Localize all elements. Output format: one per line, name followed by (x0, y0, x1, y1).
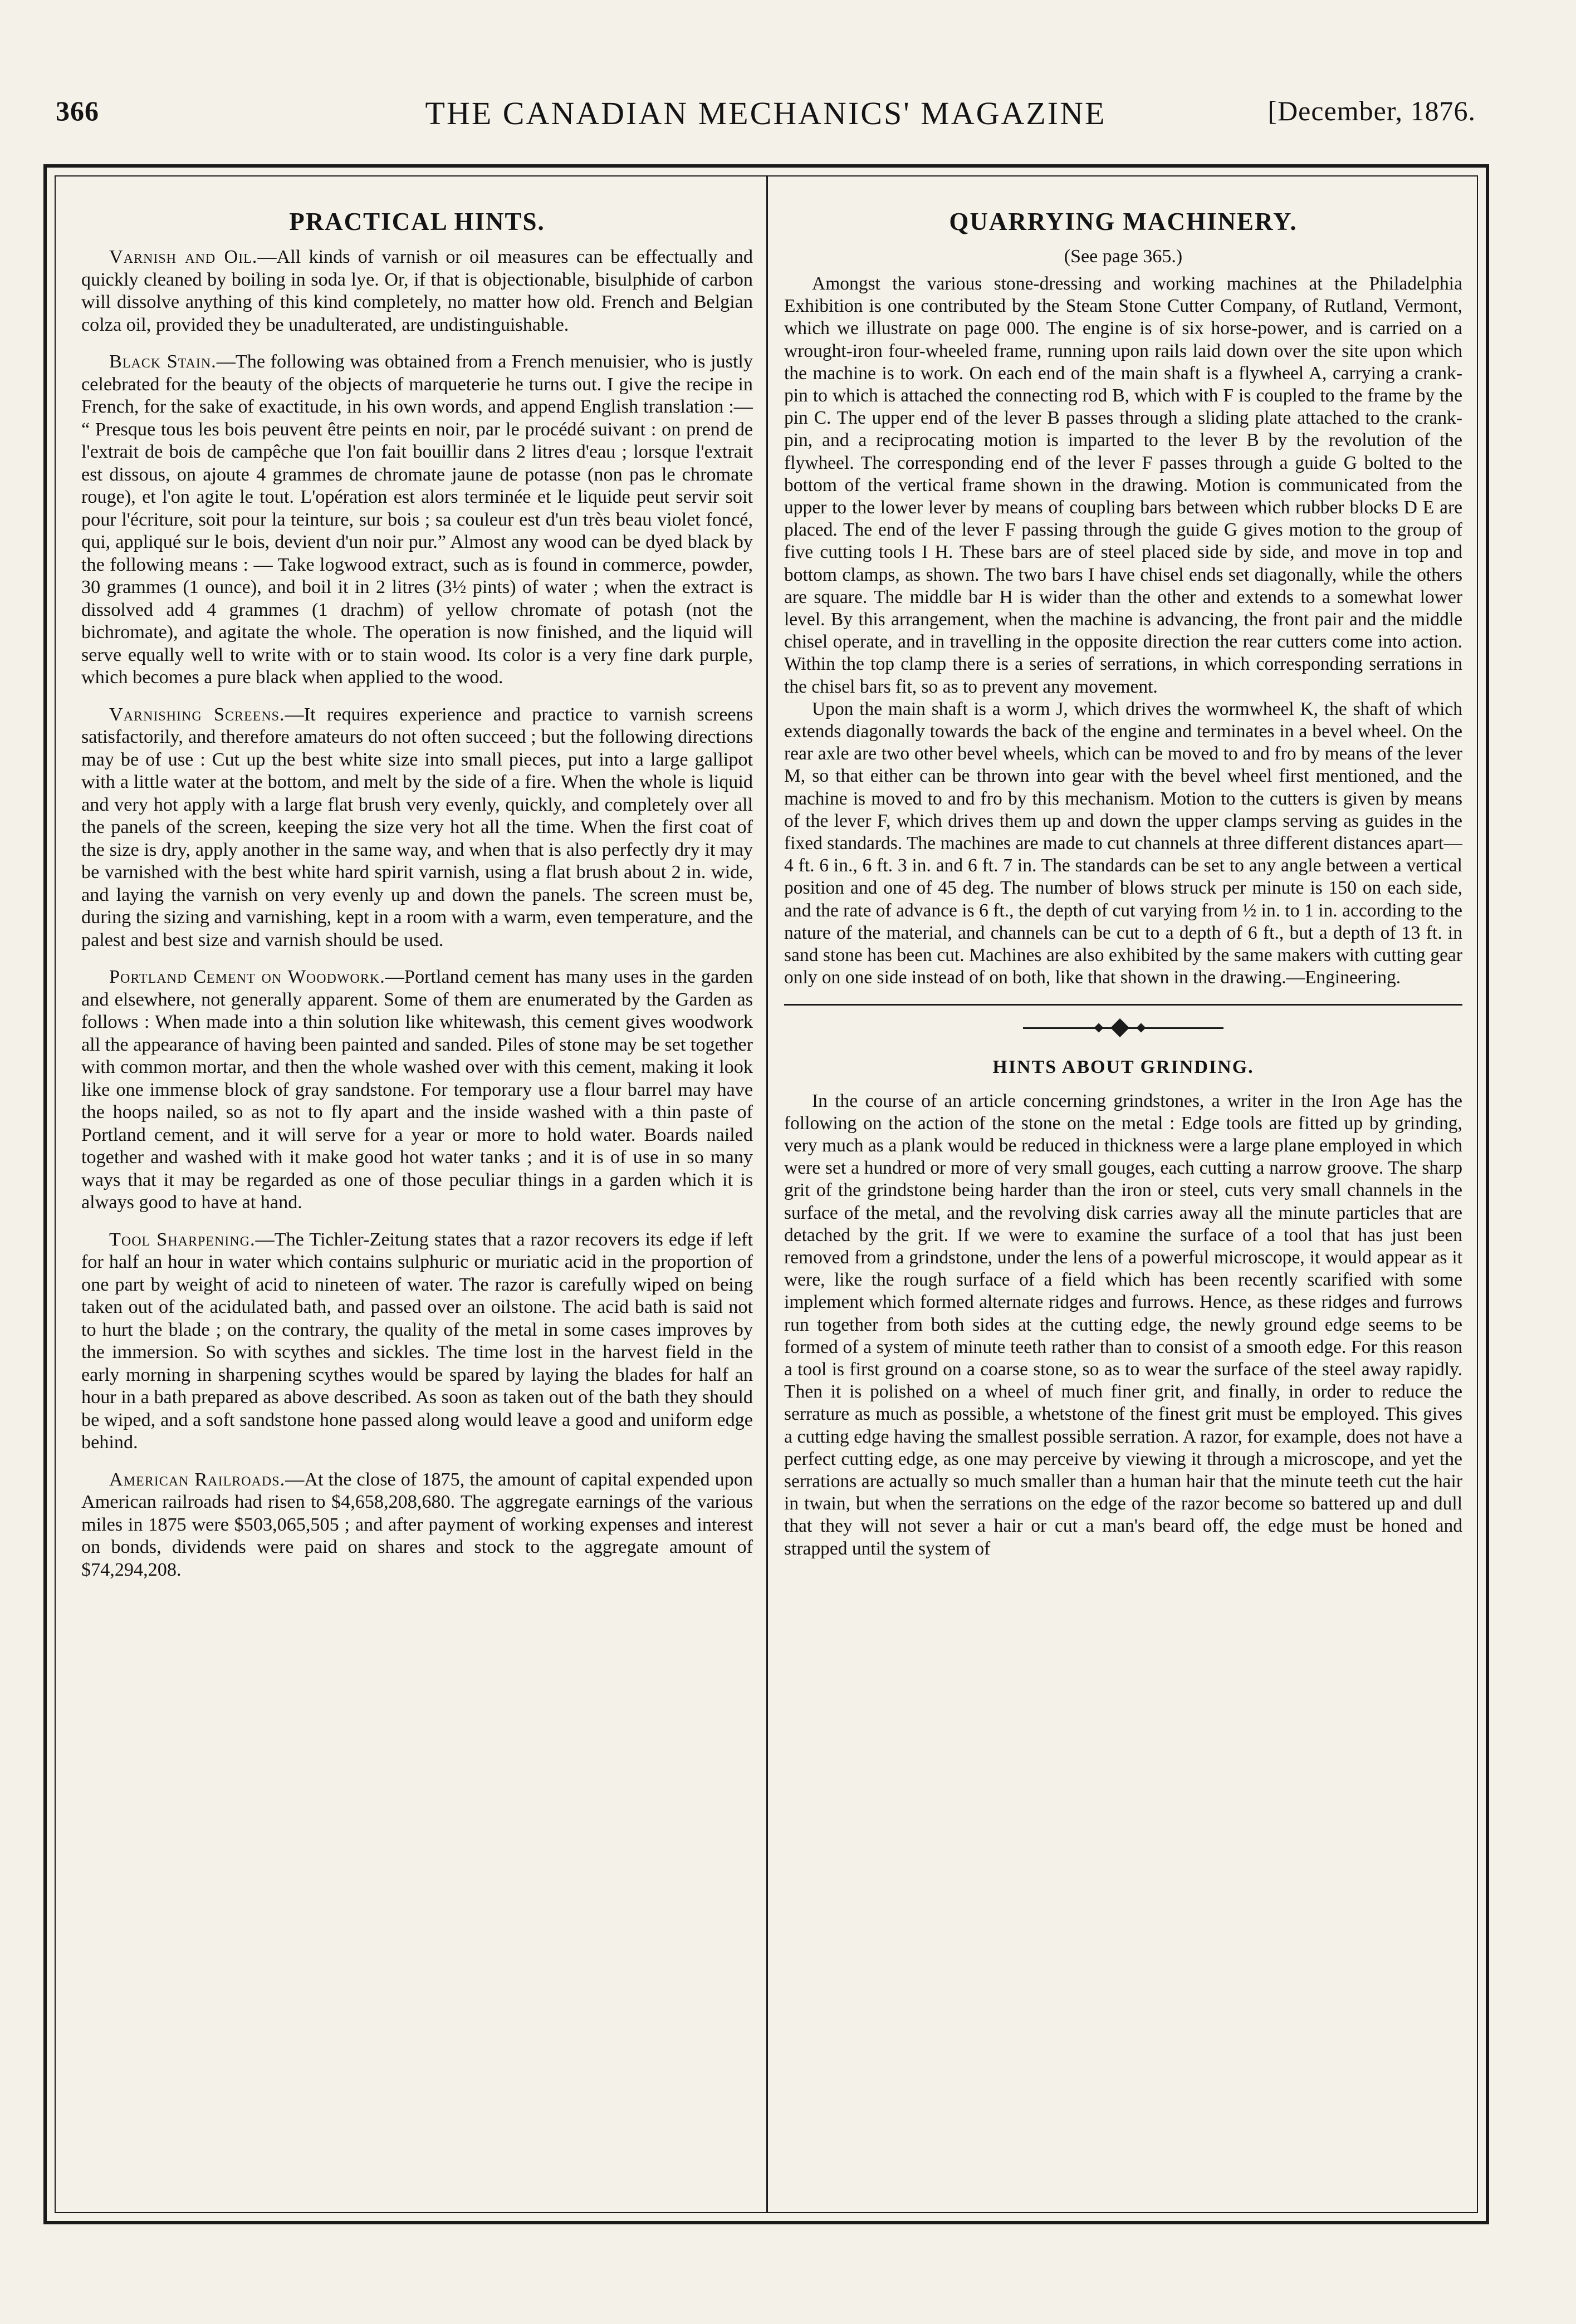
section-lead: American Railroads. (109, 1469, 286, 1490)
ornament-diamond (1110, 1018, 1129, 1037)
article-american-railroads (81, 1469, 753, 1582)
see-page-note: (See page 365.) (1064, 246, 1183, 267)
ornament-divider (1023, 1021, 1223, 1034)
quarrying-paragraph: Amongst the various stone-dressing and working machines at the Philadelphia Exhibition is one contributed by the Steam Stone Cutter Company, of Rutland, Vermont, which we illustrate on page 000. The engine is of six horse-power, and is carried on a wrought-iron four-wheeled frame, running upon rails laid down over the site upon which the machine is to work. On each end of the main shaft is a flywheel A, carrying a crank-pin to which is attached the connecting rod B, which with F is coupled to the frame by the pin C. The upper end of the lever B passes through a sliding plate attached to the crank-pin, and a reciprocating motion is imparted to the lever B by the revolution of the flywheel. The corresponding end of the lever F passes through a guide G bolted to the bottom of the vertical frame shown in the drawing. Motion is communicated from the upper to the lower lever by means of coupling bars between which rubber blocks D E are placed. The end of the lever F passing through the guide G gives motion to the group of five cutting tools I H. These bars are of steel placed side by side, and move in top and bottom clamps, as shown. The two bars I have chisel ends set diagonally, while the others are square. The middle bar H is wider than the other and extends to a somewhat lower level. By this arrangement, when the machine is advancing, the front pair and the middle chisel operate, and in travelling in the opposite direction the rear cutters come into action. Within the top clamp there is a series of serrations, in which corresponding serrations in the chisel bars fit, so as to prevent any movement. (784, 273, 1462, 697)
right-column (784, 207, 1462, 2195)
page-number: 366 (56, 95, 99, 126)
practical-hints-heading: PRACTICAL HINTS. (289, 208, 545, 236)
column-rule (766, 176, 768, 2212)
running-head (56, 95, 1476, 139)
section-lead: Varnish and Oil. (109, 247, 258, 267)
section-lead: Black Stain. (109, 351, 217, 372)
section-body: —All kinds of varnish or oil measures can be effectually and quickly cleaned by boiling in soda lye. Or, if that is objectionable, bisulphide of carbon will dissolve anything of this kind completely, no matter how old. French and Belgian colza oil, provided they be unadulterated, are undistinguishable. (81, 247, 753, 335)
grinding-paragraph: In the course of an article concerning grindstones, a writer in the Iron Age has the following on the action of the stone on the metal : Edge tools are fitted up by grinding, very much as a plank would be reduced in thickness were a large plane employed in which were set a hundred or more of very small gouges, each cutting a narrow groove. The sharp grit of the grindstone being harder than the iron or steel, cuts very small channels in the surface of the metal, and the revolving disk carries away all the minute particles that are detached by the grit. If we were to examine the surface of a tool that has just been removed from a grindstone, under the lens of a powerful microscope, it would appear as it were, like the rough surface of a field which has been recently scarified with some implement which formed alternate ridges and furrows. Hence, as these ridges and furrows run together from both sides at the cutting edge, the newly ground edge seems to be formed of a system of minute teeth rather than to consist of a smooth edge. For this reason a tool is first ground on a coarse stone, so as to wear the surface of the steel away rapidly. Then it is polished on a wheel of much finer grit, and finally, in order to reduce the serrature as much as possible, a whetstone of the finest grit must be employed. This gives a cutting edge having the smallest possible serration. A razor, for example, does not have a perfect cutting edge, as one may perceive by viewing it through a microscope, and yet the serrations are actually so much smaller than a human hair that the minute teeth cut the hair in twain, but when the serrations on the edge of the razor become so battered up and dull that they will not sever a hair or cut a man's beard off, the edge must be honed and strapped until the system of (784, 1090, 1462, 1559)
ornament-dot (1094, 1023, 1104, 1032)
quarrying-machinery-heading: QUARRYING MACHINERY. (949, 208, 1298, 236)
article-varnishing-screens (81, 704, 753, 952)
section-body: —The following was obtained from a French menuisier, who is justly celebrated for the beauty of the objects of marqueterie he turns out. I give the recipe in French, for the sake of exactitude, in his own words, and append English translation :— “ Presque tous les bois peuvent être peints en noir, par le procédé suivant : on prend de l'extrait de bois de campêche que l'on fait bouillir dans 2 litres d'eau ; lorsque l'extrait est dissous, on ajoute 4 grammes de chromate jaune de potasse (non pas le chromate rouge), et l'on agite le tout. L'opération est alors terminée et le liquide peut servir soit pour l'écriture, soit pour la teinture, sur bois ; sa couleur est d'un très beau violet foncé, qui, appliqué sur le bois, devient d'un noir pur.” Almost any wood can be dyed black by the following means : — Take logwood extract, such as is found in commerce, powder, 30 grammes (1 ounce), and boil it in 2 litres (3½ pints) of water ; when the extract is dissolved add 4 grammes (1 drachm) of yellow chromate of potash (not the bichromate), and agitate the whole. The operation is now finished, and the liquid will serve equally well to write with or to stain wood. Its color is a very fine dark purple, which becomes a pure black when applied to the wood. (81, 351, 753, 688)
quarrying-paragraph: Upon the main shaft is a worm J, which drives the wormwheel K, the shaft of which extends diagonally towards the back of the engine and terminates in a bevel wheel. On the rear axle are two other bevel wheels, which can be moved to and fro by means of the lever M, so that either can be thrown into gear with the bevel wheel first mentioned, and the machine is moved to and fro by this mechanism. Motion to the cutters is given by means of the lever F, which drives them up and down the upper clamps serving as guides in the fixed standards. The machines are made to cut channels at three different distances apart—4 ft. 6 in., 6 ft. 3 in. and 6 ft. 7 in. The standards can be set to any angle between a vertical position and one of 45 deg. The number of blows struck per minute is 150 on each side, and the rate of advance is 6 ft., the depth of cut varying from ½ in. to 1 in. according to the nature of the material, and channels can be cut to a depth of 6 ft., but a depth of 13 ft. in sand stone has been cut. Machines are also exhibited by the same makers with cutting gear only on one side instead of on both, like that shown in the drawing.—Engineering. (784, 698, 1462, 988)
article-varnish-and-oil (81, 246, 753, 336)
section-body: —It requires experience and practice to varnish screens satisfactorily, and therefore amateurs do not often succeed ; but the following directions may be of use : Cut up the best white size into small pieces, put into a large gallipot with a little water at the bottom, and melt by the side of a fire. When the whole is liquid and very hot apply with a large flat brush very evenly, quickly, and completely over all the panels of the screen, keeping the size very hot all the time. When the first coat of the size is dry, apply another in the same way, and when that is also perfectly dry it may be varnished with the best white hard spirit varnish, using a flat brush about 2 in. wide, and laying the varnish on very evenly up and down the panels. The screen must be, during the sizing and varnishing, kept in a room with a warm, even temperature, and the palest and best size and varnish should be used. (81, 704, 753, 950)
section-body: —The Tichler-Zeitung states that a razor recovers its edge if left for half an hour in water which contains sulphuric or muriatic acid in the proportion of one part by weight of acid to nineteen of water. The razor is carefully wiped on being taken out of the acidulated bath, and passed over an oilstone. The acid bath is said not to hurt the blade ; on the contrary, the quality of the metal in some cases improves by the immersion. So with scythes and sickles. The time lost in the harvest field in the early morning in sharpening scythes would be spared by laying the blades for half an hour in a bath prepared as above described. As soon as taken out of the bath they should be wiped, and a soft sandstone hone passed along would leave a good and uniform edge behind. (81, 1229, 753, 1453)
ornament-dot (1137, 1023, 1146, 1032)
article-tool-sharpening (81, 1229, 753, 1454)
page-frame-inner (55, 175, 1478, 2213)
section-lead: Varnishing Screens. (109, 704, 285, 725)
left-column (81, 207, 753, 2195)
section-divider-rule (784, 1004, 1462, 1006)
section-lead: Portland Cement on Woodwork. (109, 967, 385, 987)
section-lead: Tool Sharpening. (109, 1229, 256, 1250)
section-body: —Portland cement has many uses in the garden and elsewhere, not generally apparent. Some of them are enumerated by the Garden as follows : When made into a thin solution like whitewash, this cement gives woodwork all the appearance of having been painted and sanded. Piles of stone may be set together with common mortar, and then the whole washed over with this cement, making it look like one immense block of gray sandstone. For temporary use a flour barrel may have the hoops nailed, so as not to fly apart and the inside washed with a thin paste of Portland cement, and it will serve for a year or more to hold water. Boards nailed together and washed with it make good hot water tanks ; and it is of use in so many ways that it may be regarded as one of those peculiar things in a garden which it is always good to have at hand. (81, 967, 753, 1213)
article-portland-cement (81, 966, 753, 1214)
page-frame (43, 164, 1489, 2224)
magazine-title: THE CANADIAN MECHANICS' MAGAZINE (425, 95, 1107, 131)
section-body: —At the close of 1875, the amount of capital expended upon American railroads had risen to $4,658,208,680. The aggregate earnings of the various miles in 1875 were $503,065,505 ; and after payment of working expenses and interest on bonds, dividends were paid on shares and stock to the aggregate amount of $74,294,208. (81, 1469, 753, 1580)
article-black-stain (81, 351, 753, 689)
issue-date: [December, 1876. (1267, 95, 1476, 126)
hints-about-grinding-heading: HINTS ABOUT GRINDING. (992, 1056, 1254, 1077)
